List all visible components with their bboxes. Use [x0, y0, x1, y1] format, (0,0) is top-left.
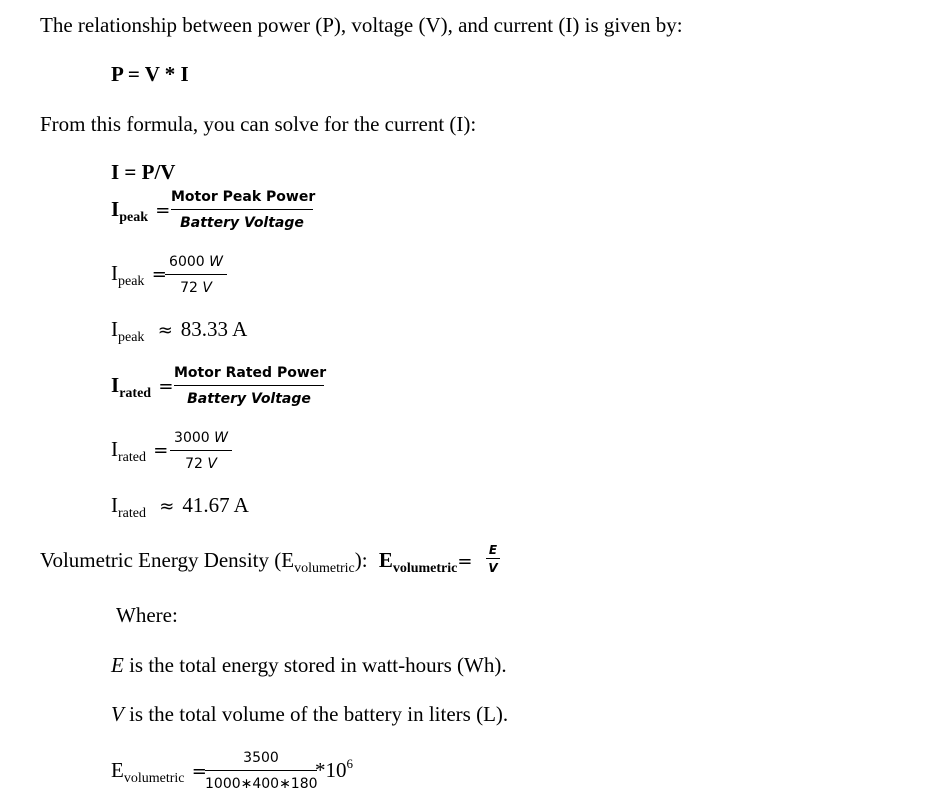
- intro-text: The relationship between power (P), voltage (V), and current (I) is given by:: [40, 13, 683, 37]
- ipeak-formula-lhs: $I_{peak}$ =: [111, 197, 171, 225]
- solve-text: From this formula, you can solve for the current (I):: [40, 112, 477, 136]
- definition-energy: E is the total energy stored in watt-hours (Wh).: [111, 653, 507, 677]
- definition-volume: V is the total volume of the battery in liters (L).: [111, 702, 509, 726]
- where-label: Where:: [116, 603, 178, 627]
- irated-formula-fraction: [174, 365, 327, 407]
- ipeak-result: $I_{peak} \approx 83.33$ A: [111, 317, 248, 345]
- formula-current: I = P/V: [111, 160, 176, 184]
- fraction-denominator: 1000∗400∗180: [205, 776, 318, 792]
- energy-density-label: Volumetric Energy Density $(E_{volumetric})$: $E_{volumetric}=$: [40, 548, 473, 576]
- final-calc-multiplier: $*10^6$: [315, 756, 353, 782]
- fraction-numerator: Motor Peak Power: [171, 190, 313, 210]
- irated-substitution-fraction: [170, 431, 232, 471]
- fraction-denominator: Battery Voltage: [180, 215, 304, 231]
- final-calc-lhs: $E_{volumetric}$ =: [111, 758, 207, 786]
- irated-substitution-lhs: $I_{rated}$ =: [111, 437, 169, 465]
- fraction-numerator: E: [486, 544, 500, 559]
- ipeak-result-value: 83.33 A: [180, 317, 248, 341]
- irated-formula-lhs: $I_{rated}$ =: [111, 373, 174, 401]
- formula-power: P = V * I: [111, 62, 189, 86]
- ipeak-substitution-fraction: [165, 255, 227, 295]
- final-calc-fraction: [205, 751, 317, 791]
- irated-result-value: 41.67 A: [182, 493, 249, 517]
- fraction-numerator: Motor Rated Power: [174, 366, 324, 386]
- irated-result: $I_{rated} \approx 41.67$ A: [111, 493, 249, 521]
- ipeak-substitution-lhs: $I_{peak}$ =: [111, 261, 167, 289]
- fraction-denominator: 72 V: [185, 456, 217, 472]
- fraction-numerator: 3000 W: [170, 431, 232, 451]
- fraction-denominator: Battery Voltage: [187, 391, 311, 407]
- energy-density-formula: $E_{volumetric}$: [378, 548, 458, 576]
- ipeak-formula-fraction: [171, 189, 316, 231]
- fraction-numerator: 3500: [205, 751, 317, 771]
- energy-density-fraction: [486, 544, 500, 574]
- fraction-numerator: 6000 W: [165, 255, 227, 275]
- fraction-denominator: V: [488, 561, 498, 575]
- fraction-denominator: 72 V: [180, 280, 212, 296]
